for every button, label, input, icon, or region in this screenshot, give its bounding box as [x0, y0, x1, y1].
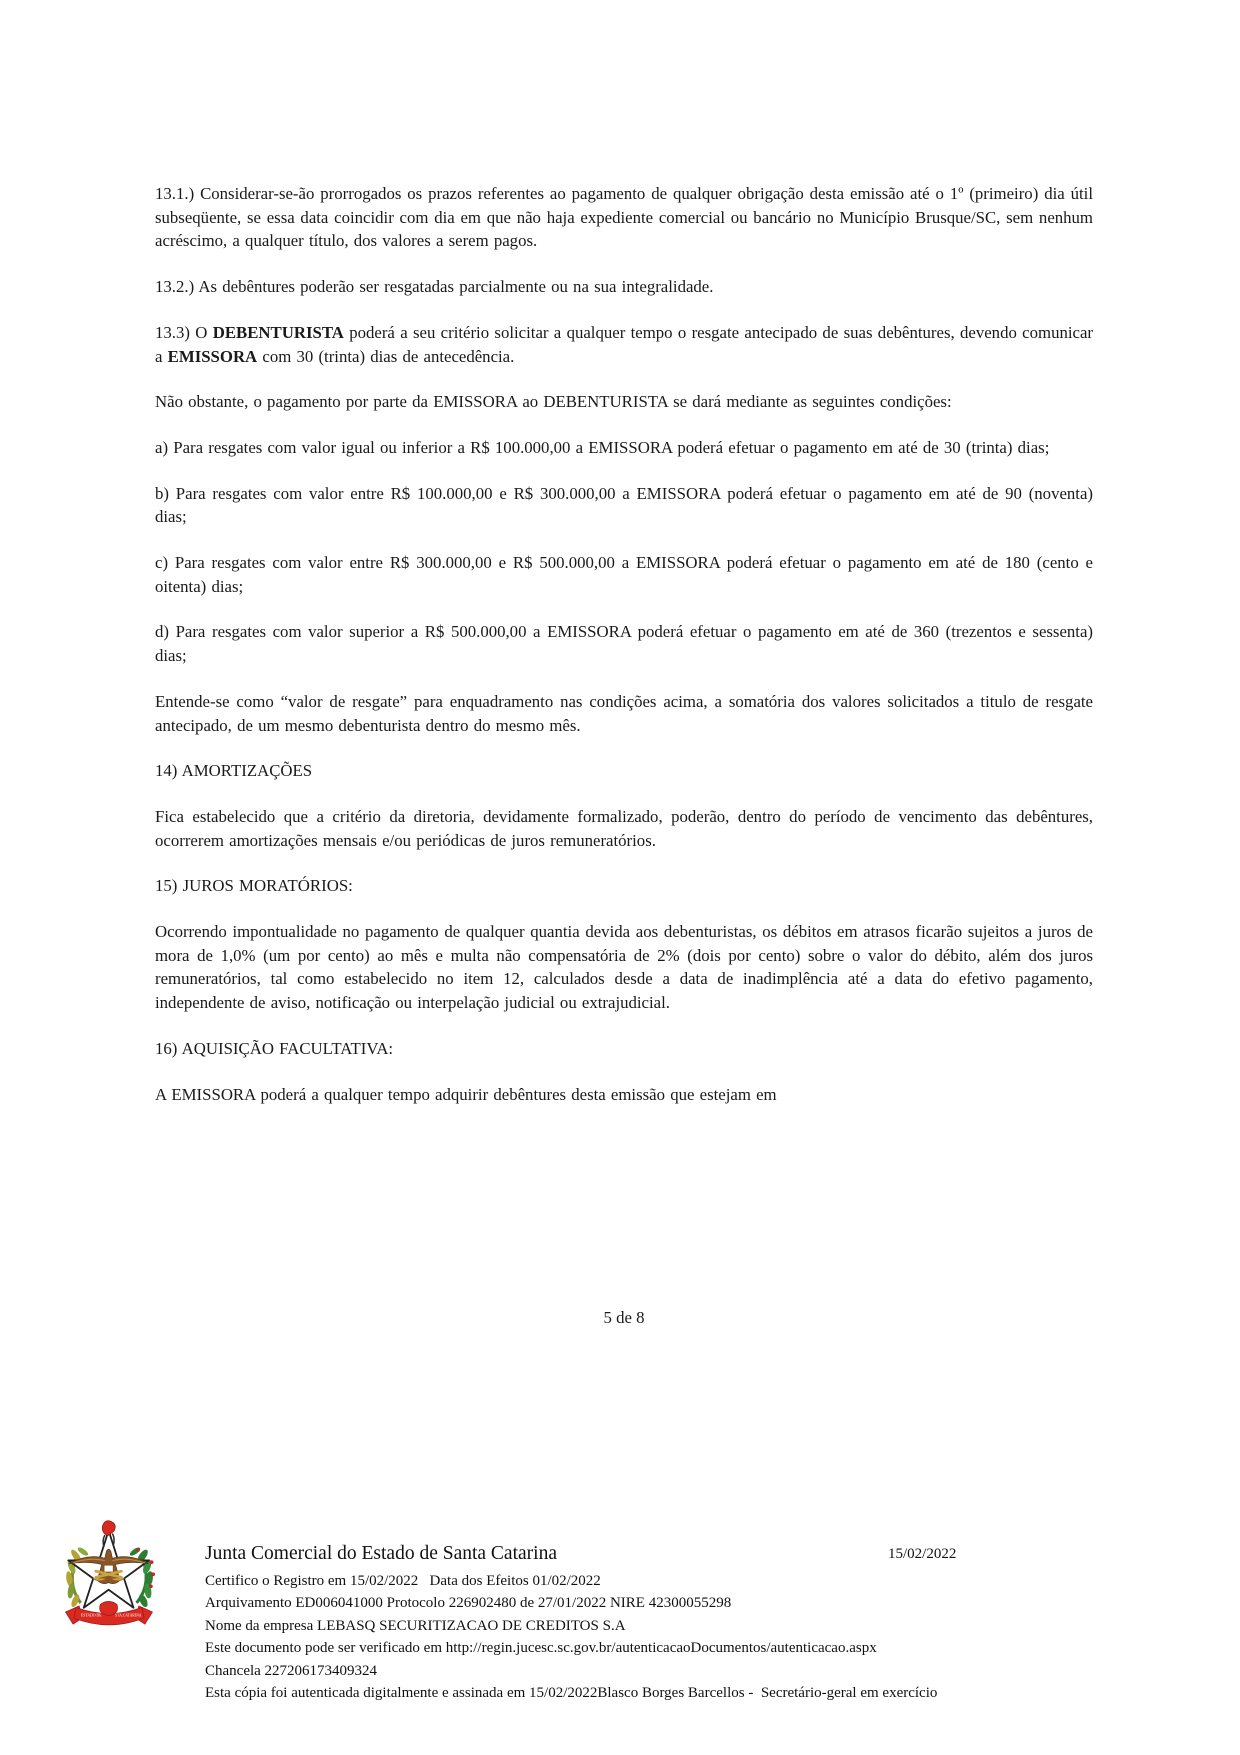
heading-15: 15) JUROS MORATÓRIOS: — [155, 876, 353, 896]
footer-certification-line: Chancela 227206173409324 — [205, 1662, 378, 1679]
heading-14: 14) AMORTIZAÇÕES — [155, 761, 313, 781]
footer-date: 15/02/2022 — [888, 1546, 957, 1562]
coffee-branch-shape — [129, 1546, 155, 1608]
clause-13-conditions-intro: Não obstante, o pagamento por parte da EMISSORA ao DEBENTURISTA se dará mediante as seguintes condições: — [155, 392, 952, 412]
logo-ribbon-text-left: ESTADO DE — [80, 1613, 102, 1618]
clause-13-closing: Entende-se como “valor de resgate” para enquadramento nas condições acima, a somatória dos valores solicitados a titulo de resgate antecipado, de um mesmo debenturista dentro do mesmo mês. — [155, 691, 1093, 735]
footer — [0, 1512, 1240, 1732]
footer-lines — [205, 1570, 965, 1704]
footer-certification-line: Certifico o Registro em 15/02/2022 Data dos Efeitos 01/02/2022 — [205, 1573, 601, 1589]
footer-certification-line: Nome da empresa LEBASQ SECURITIZACAO DE CREDITOS S.A — [205, 1617, 626, 1634]
condition-b: b) Para resgates com valor entre R$ 100.000,00 e R$ 300.000,00 a EMISSORA poderá efetuar o pagamento em até de 90 (noventa) dias; — [155, 483, 1093, 527]
footer-certification-line: Arquivamento ED006041000 Protocolo 226902480 de 27/01/2022 NIRE 42300055298 — [205, 1595, 732, 1612]
condition-a: a) Para resgates com valor igual ou inferior a R$ 100.000,00 a EMISSORA poderá efetuar o pagamento em até de 30 (trinta) dias; — [155, 437, 1050, 457]
footer-certification-line: Este documento pode ser verificado em http://regin.jucesc.sc.gov.br/autenticacaoDocumentos/autenticacao.aspx — [205, 1640, 877, 1657]
document-body — [155, 182, 1093, 1128]
footer-text-block — [205, 1542, 965, 1704]
footer-certification-line: Esta cópia foi autenticada digitalmente e assinada em 15/02/2022Blasco Borges Barcellos - Secretário-geral em exercício — [205, 1685, 938, 1702]
clause-15-body: Ocorrendo impontualidade no pagamento de qualquer quantia devida aos debenturistas, os débitos em atrasos ficarão sujeitos a juros de mora de 1,0% (um por cento) ao mês e multa não compensatória de 2% (dois por cento) sobre o valor do débito, além dos juros remuneratórios, tal como estabelecido no item 12, calculados desde a data de inadimplência até a data do efetivo pagamento, independente de aviso, notificação ou interpelação judicial ou extrajudicial. — [155, 922, 1093, 1013]
footer-agency-title: Junta Comercial do Estado de Santa Catarina — [205, 1543, 557, 1564]
clause-13-3: 13.3) O DEBENTURISTA poderá a seu critério solicitar a qualquer tempo o resgate antecipado de suas debêntures, devendo comunicar a EMISSORA com 30 (trinta) dias de antecedência. — [155, 322, 1093, 366]
ribbon-shape — [66, 1601, 153, 1624]
page-number: 5 de 8 — [603, 1308, 645, 1327]
condition-d: d) Para resgates com valor superior a R$ 500.000,00 a EMISSORA poderá efetuar o pagamento em até de 360 (trezentos e sessenta) dias; — [155, 622, 1093, 666]
clause-13-2: 13.2.) As debêntures poderão ser resgatadas parcialmente ou na sua integralidade. — [155, 277, 714, 297]
clause-14-body: Fica estabelecido que a critério da diretoria, devidamente formalizado, poderão, dentro do período de vencimento das debêntures, ocorrerem amortizações mensais e/ou periódicas de juros remuneratórios. — [155, 806, 1093, 850]
condition-c: c) Para resgates com valor entre R$ 300.000,00 e R$ 500.000,00 a EMISSORA poderá efetuar o pagamento em até de 180 (cento e oitenta) dias; — [155, 553, 1093, 596]
clause-13-1: 13.1.) Considerar-se-ão prorrogados os prazos referentes ao pagamento de qualquer obrigação desta emissão até o 1º (primeiro) dia útil subseqüente, se essa data coincidir com dia em que não haja expediente comercial ou bancário no Município Brusque/SC, sem nenhum acréscimo, a qualquer título, dos valores a serem pagos. — [155, 184, 1093, 251]
logo-ribbon-text-right: STA.CATARINA — [115, 1613, 142, 1618]
heading-16: 16) AQUISIÇÃO FACULTATIVA: — [155, 1038, 394, 1058]
santa-catarina-coat-of-arms-icon — [58, 1516, 160, 1634]
clause-16-body: A EMISSORA poderá a qualquer tempo adquirir debêntures desta emissão que estejam em — [155, 1084, 777, 1104]
